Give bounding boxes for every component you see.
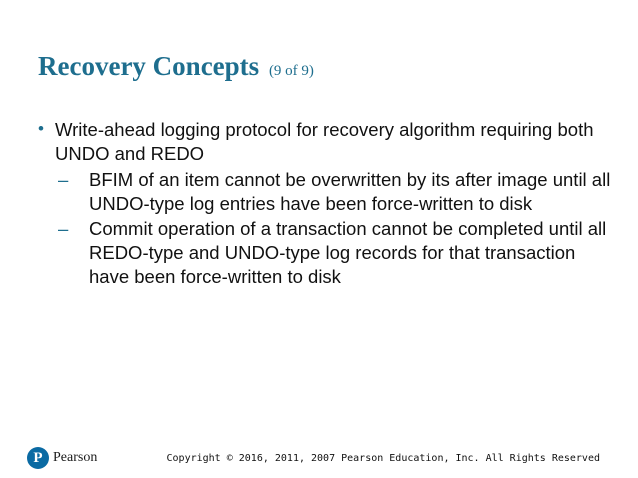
sub-bullet [38,217,618,289]
bullet-marker: • [38,119,44,138]
bullet-level-1 [38,118,618,166]
sub-bullet [38,168,618,216]
sub-bullet-text: BFIM of an item cannot be overwritten by its after image until all UNDO-type log entries have been force-written to disk [89,169,611,214]
slide-title [38,52,314,82]
slide-title-suffix: (9 of 9) [268,63,314,79]
slide-body [38,118,618,290]
slide-title-main: Recovery Concepts [38,51,260,81]
sub-bullet-marker: – [58,169,69,190]
pearson-logo-icon: P [27,447,49,469]
pearson-logo [27,447,97,469]
pearson-logo-text: Pearson [53,450,98,465]
sub-bullet-text: Commit operation of a transaction cannot be completed until all REDO-type and UNDO-type log records for that transaction have been force-written to disk [89,218,607,287]
copyright-notice: Copyright © 2016, 2011, 2007 Pearson Education, Inc. All Rights Reserved [166,453,600,464]
sub-bullet-marker: – [58,218,69,239]
bullet-text: Write-ahead logging protocol for recovery algorithm requiring both UNDO and REDO [55,119,594,164]
